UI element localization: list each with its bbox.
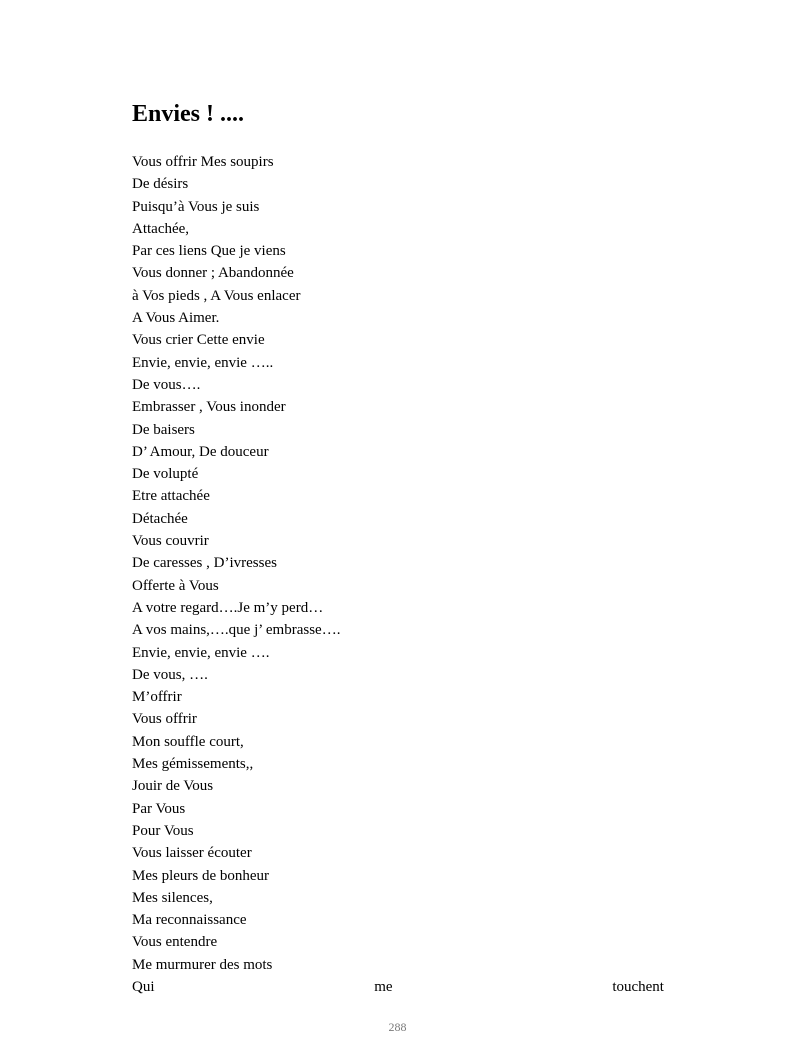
poem-body xyxy=(132,151,664,998)
poem-line: Vous offrir xyxy=(132,711,197,728)
poem-line: D’ Amour, De douceur xyxy=(132,443,269,460)
poem-line: Attachée, xyxy=(132,220,190,237)
poem-line: Mon souffle court, xyxy=(132,733,244,750)
poem-line: De baisers xyxy=(132,421,195,438)
poem-line: Par Vous xyxy=(132,800,186,817)
poem-line: A Vous Aimer. xyxy=(132,310,220,327)
poem-line: De vous…. xyxy=(132,376,201,393)
poem-word: touchent xyxy=(612,978,664,995)
poem-line: Etre attachée xyxy=(132,488,210,505)
poem-line: Jouir de Vous xyxy=(132,778,214,795)
poem-line: Vous laisser écouter xyxy=(132,845,252,862)
poem-line: A vos mains,….que j’ embrasse…. xyxy=(132,622,341,639)
poem-line: M’offrir xyxy=(132,689,182,706)
poem-line: Détachée xyxy=(132,510,188,527)
poem-line: Vous couvrir xyxy=(132,533,209,550)
poem-line: Puisqu’à Vous je suis xyxy=(132,198,260,215)
poem-title: Envies ! .... xyxy=(132,101,245,127)
page-number: 288 xyxy=(388,1020,407,1034)
poem-line: Offerte à Vous xyxy=(132,577,219,594)
poem-line: A votre regard….Je m’y perd… xyxy=(132,599,324,616)
poem-line: De caresses , D’ivresses xyxy=(132,555,277,572)
poem-word: me xyxy=(374,978,393,995)
poem-line: De désirs xyxy=(132,176,189,193)
poem-line: Me murmurer des mots xyxy=(132,956,273,973)
poem-line: Par ces liens Que je viens xyxy=(132,243,286,260)
poem-line: Envie, envie, envie ….. xyxy=(132,354,274,371)
poem-line: Vous crier Cette envie xyxy=(132,332,265,349)
poem-line: Vous donner ; Abandonnée xyxy=(132,265,294,282)
poem-line: Mes silences, xyxy=(132,889,213,906)
poem-line: Envie, envie, envie …. xyxy=(132,644,270,661)
poem-line: Mes pleurs de bonheur xyxy=(132,867,270,884)
poem-line: Embrasser , Vous inonder xyxy=(132,399,286,416)
poem-line: De vous, …. xyxy=(132,666,208,683)
poem-justified-line xyxy=(132,976,664,998)
poem-line: De volupté xyxy=(132,466,199,483)
poem-word: Qui xyxy=(132,978,155,995)
poem-line: Ma reconnaissance xyxy=(132,912,247,929)
poem-line: Vous entendre xyxy=(132,934,218,951)
poem-line: Vous offrir Mes soupirs xyxy=(132,154,274,170)
poem-line: Pour Vous xyxy=(132,822,194,839)
poem-line: à Vos pieds , A Vous enlacer xyxy=(132,287,301,304)
poem-line: Mes gémissements,, xyxy=(132,756,254,773)
